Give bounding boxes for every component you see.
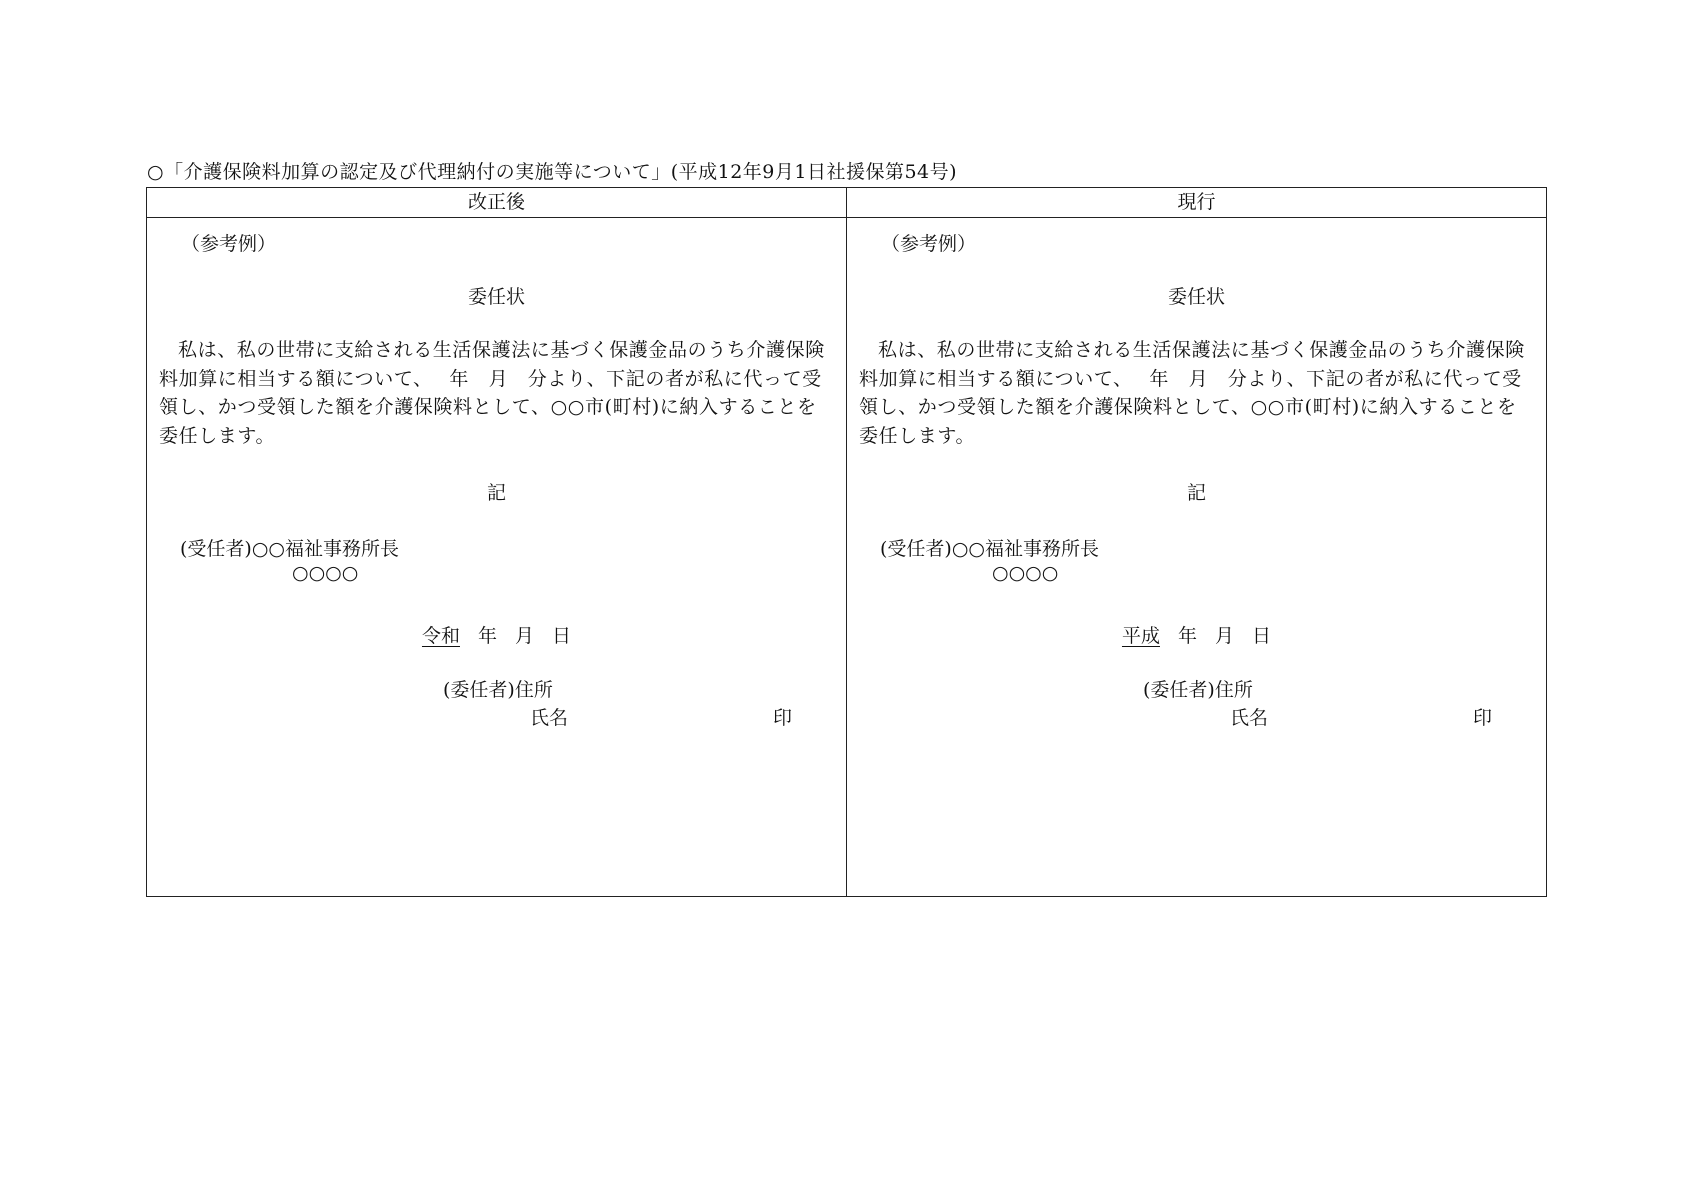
principal-name-label: 氏名 [1230,707,1269,729]
date-line [847,621,1546,648]
letter-title: 委任状 [467,286,525,308]
letter-body: 私は、私の世帯に支給される生活保護法に基づく保護金品のうち介護保険料加算に相当する額について、 年 月 分より、下記の者が私に代って受領し、かつ受領した額を介護保険料として、○○市(町村)に納入することを委任します。 [859,339,1525,447]
table-header-row [147,188,1546,218]
letter-title: 委任状 [1167,286,1225,308]
principal-address-label: (委任者)住所 [443,679,553,701]
date-era: 令和 [421,625,460,647]
appointee-name: ○○○○ [292,562,359,584]
principal-name-label: 氏名 [530,707,569,729]
date-month: 月 [1215,625,1235,647]
principal-address-label: (委任者)住所 [1143,679,1253,701]
letter-body: 私は、私の世帯に支給される生活保護法に基づく保護金品のうち介護保険料加算に相当する額について、 年 月 分より、下記の者が私に代って受領し、かつ受領した額を介護保険料として、○○市(町村)に納入することを委任します。 [159,339,825,447]
appointee-line: (受任者)○○福祉事務所長 [180,538,399,560]
date-era: 平成 [1121,625,1160,647]
date-year: 年 [477,625,497,647]
date-day: 日 [552,625,572,647]
reference-example-label: （参考例） [881,233,977,255]
appointee-line: (受任者)○○福祉事務所長 [880,538,1099,560]
date-day: 日 [1252,625,1272,647]
ki-heading: 記 [1186,482,1206,504]
reference-example-label: （参考例） [181,233,277,255]
date-month: 月 [515,625,535,647]
ki-heading: 記 [486,482,506,504]
seal-mark: 印 [1473,707,1493,729]
current-column [847,218,1546,896]
header-current: 現行 [1177,191,1216,213]
document-title: ○「介護保険料加算の認定及び代理納付の実施等について」(平成12年9月1日社援保第54号) [147,161,958,183]
header-revised: 改正後 [147,188,847,217]
appointee-name: ○○○○ [992,562,1059,584]
comparison-table [146,187,1547,897]
date-year: 年 [1177,625,1197,647]
revised-column [147,218,847,896]
date-line [147,621,846,648]
seal-mark: 印 [773,707,793,729]
